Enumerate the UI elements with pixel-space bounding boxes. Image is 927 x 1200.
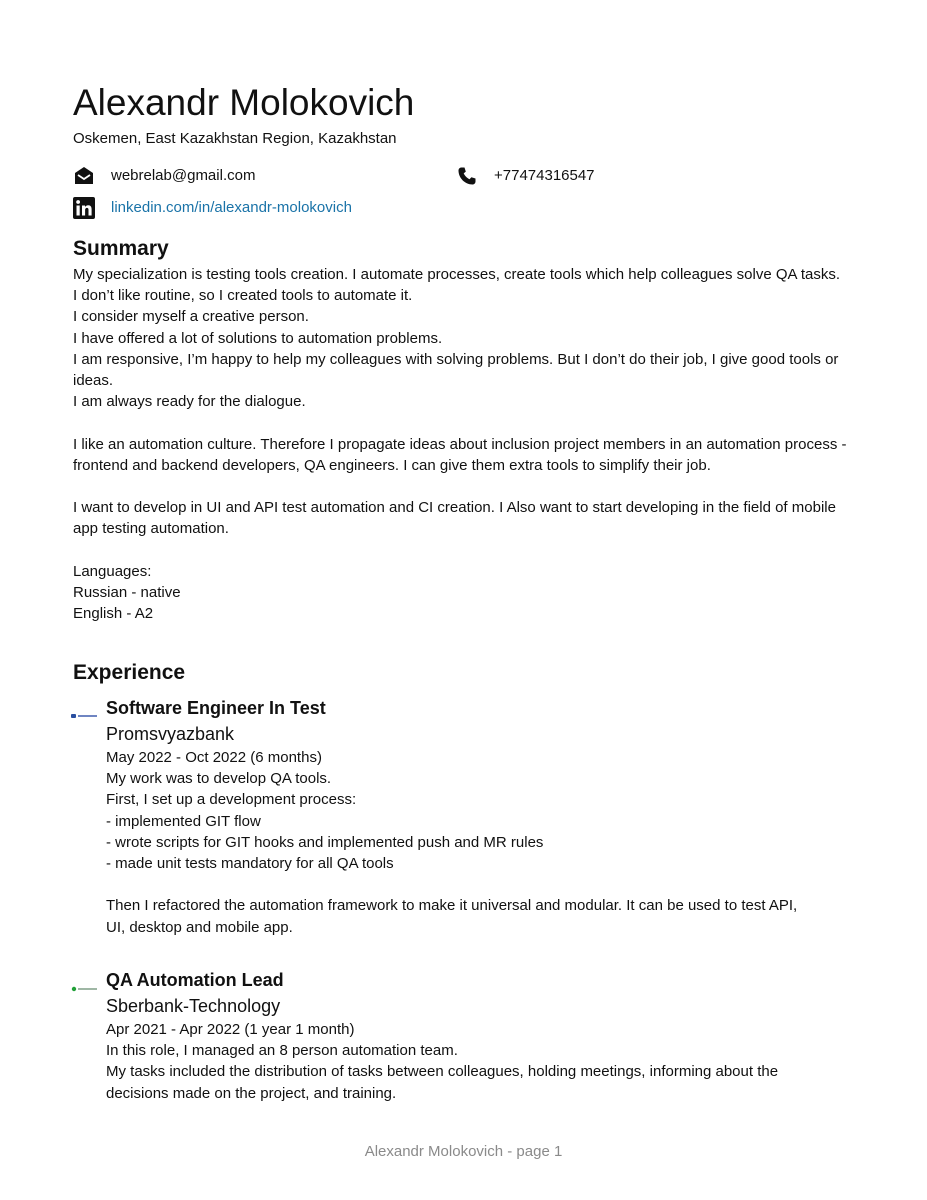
job-line: My tasks included the distribution of tasks between colleagues, holding meetings, informing about the decisions made on the project, and training. [106, 1063, 779, 1102]
job-title: QA Automation Lead [106, 970, 284, 990]
languages-label: Languages: [73, 562, 152, 580]
job-entry [106, 968, 806, 1104]
job-entry [106, 696, 806, 938]
promsvyazbank-logo [71, 706, 97, 712]
summary-line: I have offered a lot of solutions to automation problems. [73, 329, 443, 347]
job-line: First, I set up a development process: [106, 791, 357, 809]
candidate-location: Oskemen, East Kazakhstan Region, Kazakhstan [73, 130, 397, 147]
email-text[interactable]: webrelab@gmail.com [111, 167, 256, 184]
job-company: Sberbank-Technology [106, 996, 281, 1016]
linkedin-link[interactable]: linkedin.com/in/alexandr-molokovich [111, 199, 352, 216]
sberbank-technology-logo [71, 979, 97, 985]
job-title: Software Engineer In Test [106, 698, 326, 718]
language-item: Russian - native [73, 584, 181, 601]
summary-line: I want to develop in UI and API test automation and CI creation. I Also want to start developing in the field of mobile app testing automation. [73, 499, 836, 538]
summary-line: I like an automation culture. Therefore I propagate ideas about inclusion project members in an automation process - frontend and backend developers, QA engineers. I can give them extra tools to simplify their job. [73, 435, 847, 474]
summary-line: I don’t like routine, so I created tools to automate it. [73, 287, 413, 305]
job-period: Apr 2021 - Apr 2022 (1 year 1 month) [106, 1021, 355, 1038]
email-contact [73, 165, 255, 187]
job-period: May 2022 - Oct 2022 (6 months) [106, 749, 322, 766]
job-line: - wrote scripts for GIT hooks and implemented push and MR rules [106, 833, 544, 851]
summary-line: My specialization is testing tools creation. I automate processes, create tools which help colleagues solve QA tasks. [73, 266, 841, 283]
summary-line: I am responsive, I’m happy to help my colleagues with solving problems. But I don’t do their job, I give good tools or ideas. [73, 350, 839, 390]
job-line: My work was to develop QA tools. [106, 770, 332, 788]
linkedin-contact [73, 197, 352, 219]
summary-body [73, 264, 848, 624]
summary-line: I am always ready for the dialogue. [73, 393, 306, 411]
phone-icon [456, 165, 478, 187]
envelope-icon [73, 165, 95, 187]
job-line: Then I refactored the automation framework to make it universal and modular. It can be used to test API, UI, desktop and mobile app. [106, 897, 798, 936]
candidate-name: Alexandr Molokovich [73, 82, 415, 123]
summary-line: I consider myself a creative person. [73, 308, 309, 326]
job-company: Promsvyazbank [106, 724, 235, 744]
page-footer: Alexandr Molokovich - page 1 [364, 1143, 563, 1160]
summary-heading: Summary [73, 237, 169, 260]
experience-heading: Experience [73, 661, 186, 684]
job-line: - made unit tests mandatory for all QA tools [106, 855, 394, 873]
job-line: - implemented GIT flow [106, 812, 261, 830]
phone-text[interactable]: +77474316547 [494, 167, 595, 184]
linkedin-icon [73, 197, 95, 219]
job-line: In this role, I managed an 8 person automation team. [106, 1042, 458, 1060]
phone-contact [456, 165, 595, 187]
language-item: English - A2 [73, 605, 154, 623]
